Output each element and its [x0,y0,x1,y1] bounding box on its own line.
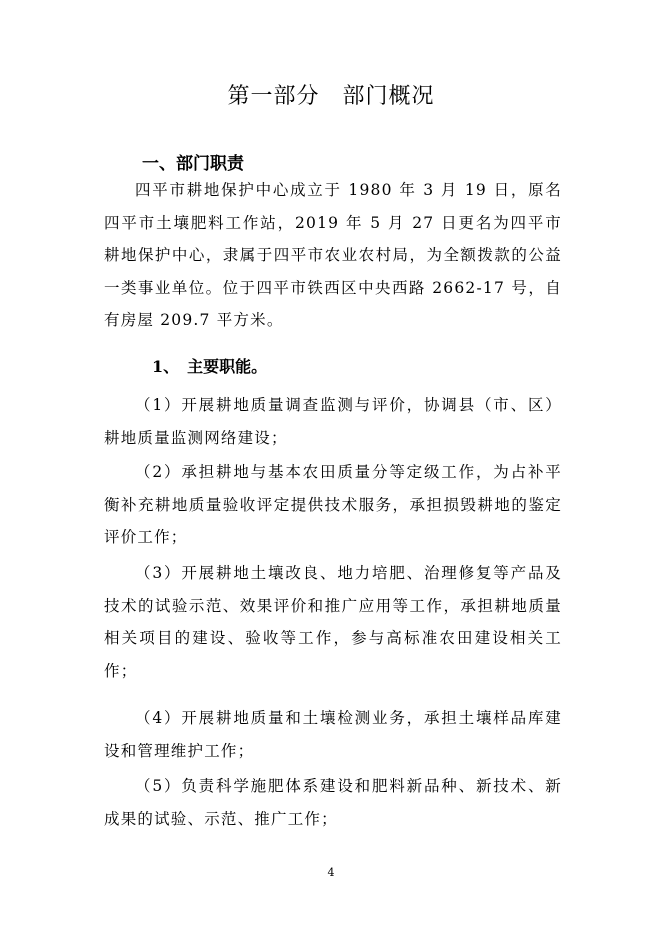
duty-item: （2）承担耕地与基本农田质量分等定级工作，为占补平衡补充耕地质量验收评定提供技术服务，承担损毁耕地的鉴定评价工作； [104,463,562,546]
section-heading: 一、部门职责 [142,154,244,174]
sub-heading: 1、 主要职能。 [152,357,268,376]
duty-item: （4）开展耕地质量和土壤检测业务，承担土壤样品库建设和管理维护工作； [104,709,562,760]
page-title: 第一部分 部门概况 [227,84,435,109]
duty-item: （1）开展耕地质量调查监测与评价，协调县（市、区）耕地质量监测网络建设； [104,396,562,447]
intro-paragraph: 四平市耕地保护中心成立于 1980 年 3 月 19 日，原名四平市土壤肥料工作站，2019 年 5 月 27 日更名为四平市耕地保护中心，隶属于四平市农业农村局，为全额拨款的公益一类事业单位。位于四平市铁西区中央西路 2662-17 号，自有房屋 209.7 平方米。 [104,181,562,329]
duty-item: （3）开展耕地土壤改良、地力培肥、治理修复等产品及技术的试验示范、效果评价和推广应用等工作，承担耕地质量相关项目的建设、验收等工作，参与高标准农田建设相关工作； [104,564,562,680]
page-number: 4 [327,866,335,879]
duty-item: （5）负责科学施肥体系建设和肥料新品种、新技术、新成果的试验、示范、推广工作； [104,777,562,828]
